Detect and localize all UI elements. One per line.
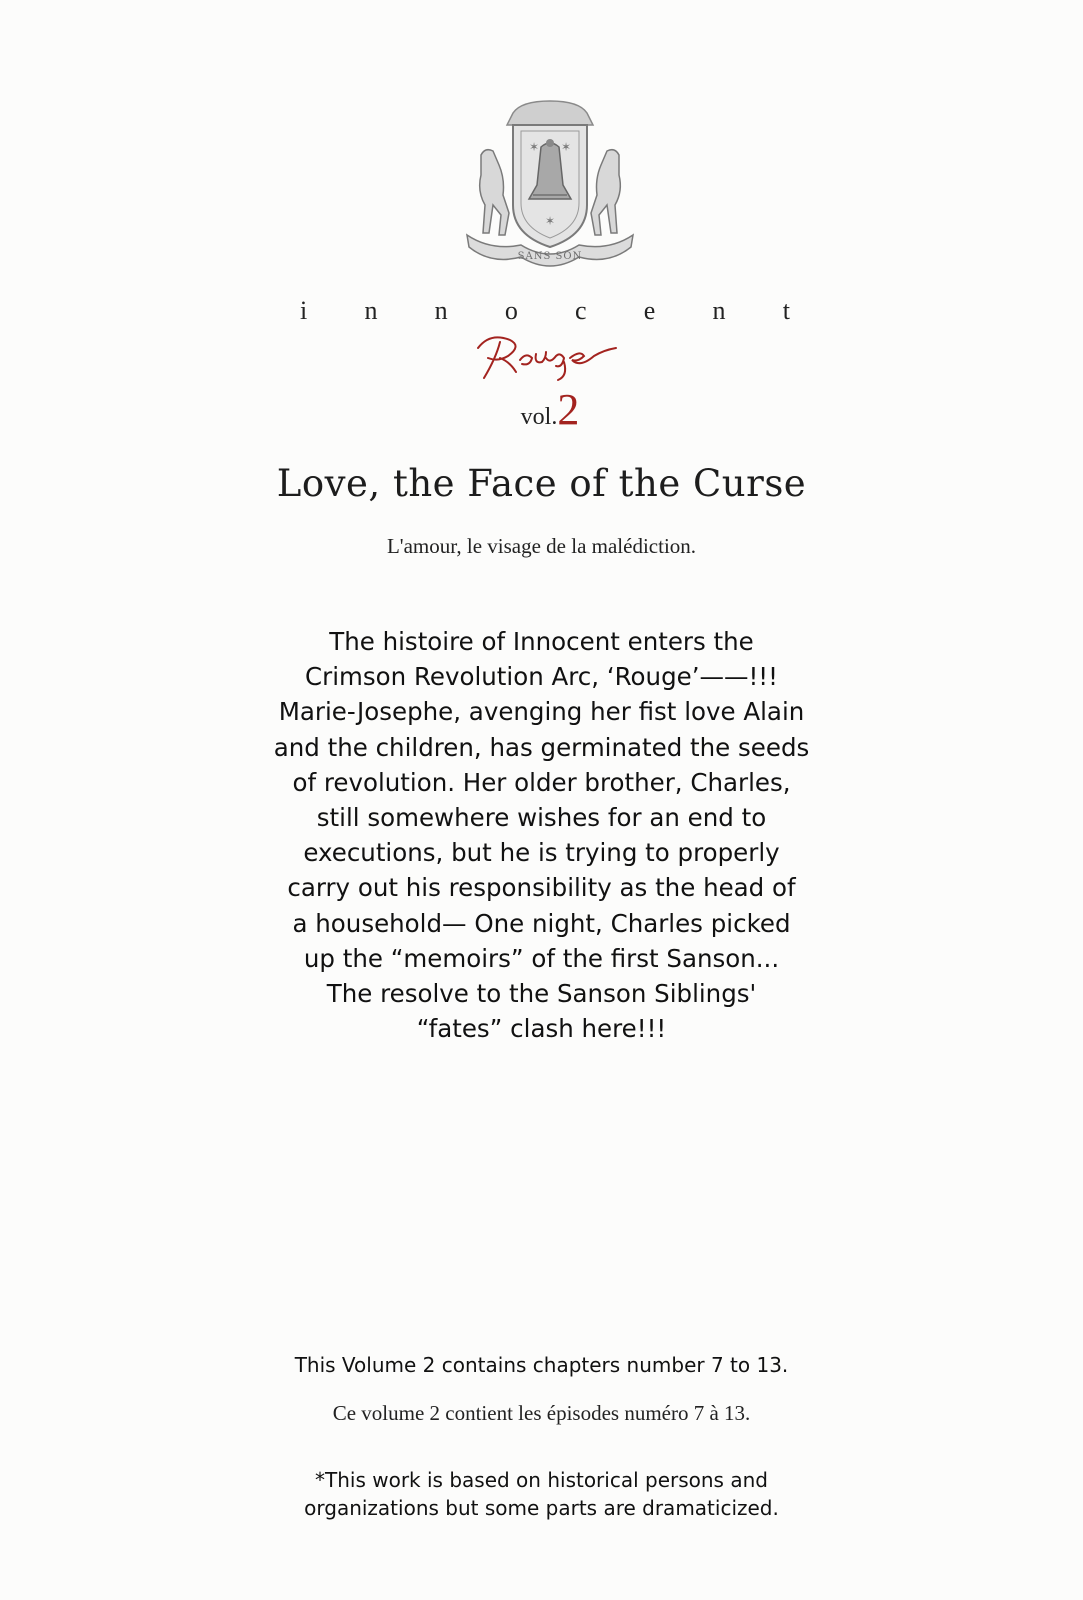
disclaimer-line: *This work is based on historical persons and xyxy=(315,1468,768,1492)
series-title-letter: n xyxy=(364,296,378,325)
synopsis-line: and the children, has germinated the seeds xyxy=(273,732,810,762)
svg-text:✶: ✶ xyxy=(545,214,556,228)
crest-motto: SANS SON xyxy=(517,251,583,262)
series-title-letter: c xyxy=(575,296,587,325)
synopsis xyxy=(250,624,833,1046)
vol-prefix: vol. xyxy=(520,404,558,430)
contents-note-fr: Ce volume 2 contient les épisodes numéro 7 à 13. xyxy=(332,1401,751,1425)
chapter-title: Love, the Face of the Curse xyxy=(276,462,807,505)
synopsis-line: Marie-Josephe, avenging her fist love Alain xyxy=(278,697,805,727)
synopsis-line: “fates” clash here!!! xyxy=(416,1014,667,1044)
svg-text:✶: ✶ xyxy=(529,140,540,154)
synopsis-line: up the “memoirs” of the first Sanson... xyxy=(303,943,780,973)
series-title-letter: e xyxy=(643,296,656,325)
synopsis-line: carry out his responsibility as the head of xyxy=(287,873,796,903)
series-title-letter: o xyxy=(504,296,518,325)
series-title-letter: n xyxy=(434,296,448,325)
synopsis-line: of revolution. Her older brother, Charles, xyxy=(292,767,791,797)
volume-label xyxy=(480,384,620,435)
series-title xyxy=(300,296,790,326)
vol-number: 2 xyxy=(557,385,580,434)
contents-note-en: This Volume 2 contains chapters number 7 to 13. xyxy=(294,1353,789,1377)
synopsis-line: a household— One night, Charles picked xyxy=(292,908,791,938)
series-title-letter: t xyxy=(782,296,790,325)
disclaimer-line: organizations but some parts are dramaticized. xyxy=(304,1496,779,1520)
synopsis-line: The histoire of Innocent enters the xyxy=(329,627,754,656)
chapter-subtitle-fr: L'amour, le visage de la malédiction. xyxy=(386,534,697,558)
svg-text:✶: ✶ xyxy=(561,140,572,154)
series-title-letter: i xyxy=(300,296,308,325)
synopsis-line: still somewhere wishes for an end to xyxy=(316,803,767,833)
coat-of-arms-icon xyxy=(461,95,639,280)
synopsis-line: executions, but he is trying to properly xyxy=(303,838,780,868)
disclaimer xyxy=(0,1466,1083,1522)
series-title-letter: n xyxy=(712,296,726,325)
synopsis-line: The resolve to the Sanson Siblings' xyxy=(326,979,757,1009)
rouge-script-logo xyxy=(470,328,620,383)
synopsis-line: Crimson Revolution Arc, ‘Rouge’——!!! xyxy=(305,662,778,692)
